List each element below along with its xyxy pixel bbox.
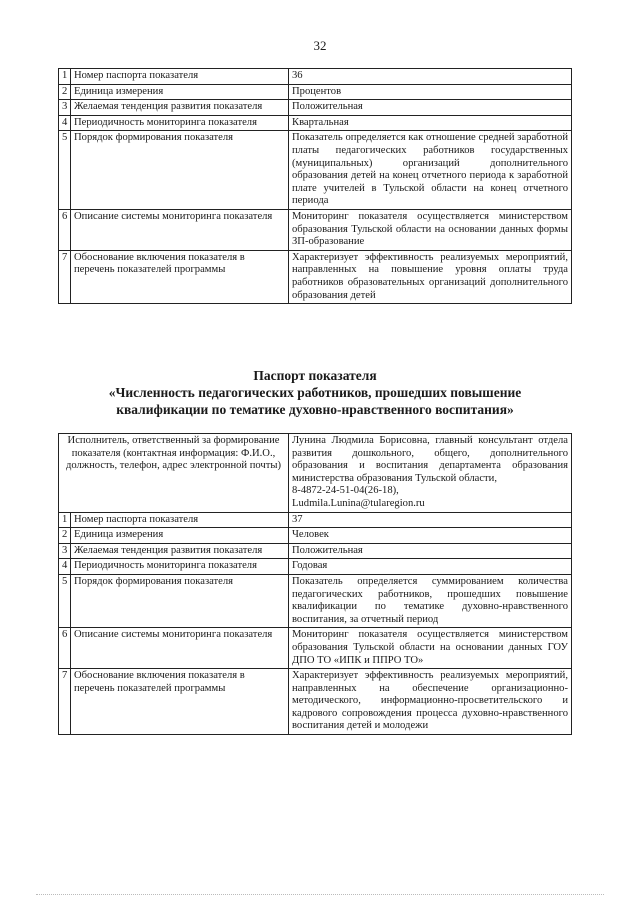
row-label: Порядок формирования показателя: [71, 131, 289, 210]
row-value: Годовая: [289, 559, 572, 575]
row-label: Желаемая тенденция развития показателя: [71, 100, 289, 116]
table-row: [59, 574, 572, 627]
page-number: 32: [313, 38, 327, 53]
row-label: Единица измерения: [71, 84, 289, 100]
row-value: Положительная: [289, 543, 572, 559]
section-title-line: Паспорт показателя: [253, 368, 377, 383]
row-number: 1: [59, 512, 71, 528]
executor-value: [289, 434, 572, 513]
row-number: 3: [59, 100, 71, 116]
row-value: Положительная: [289, 100, 572, 116]
row-number: 6: [59, 209, 71, 250]
row-label: Обоснование включения показателя в перечень показателей программы: [71, 250, 289, 303]
row-label: Описание системы мониторинга показателя: [71, 209, 289, 250]
table-row: [59, 543, 572, 559]
row-number: 5: [59, 574, 71, 627]
row-value: Процентов: [289, 84, 572, 100]
row-value: Характеризует эффективность реализуемых мероприятий, направленных на повышение уровня оплаты труда работников образовательных организаций дополнительного образования детей: [289, 250, 572, 303]
table-row: [59, 131, 572, 210]
row-value: Квартальная: [289, 115, 572, 131]
row-label: Обоснование включения показателя в перечень показателей программы: [71, 669, 289, 735]
row-number: 4: [59, 115, 71, 131]
row-number: 2: [59, 528, 71, 544]
executor-phone: 8-4872-24-51-04(26-18),: [292, 485, 399, 497]
indicator-passport-table-37: [58, 433, 572, 735]
section-title-line: квалификации по тематике духовно-нравственного воспитания»: [116, 402, 514, 417]
row-value: 37: [289, 512, 572, 528]
table-row: [59, 528, 572, 544]
row-value: Мониторинг показателя осуществляется министерством образования Тульской области на основании данных ГОУ ДПО ТО «ИПК и ППРО ТО»: [289, 628, 572, 669]
executor-info: Лунина Людмила Борисовна, главный консультант отдела развития дошкольного, общего, дополнительного образования и воспитания департамента образования министерства образования Тульской области,: [292, 435, 568, 484]
table-row: [59, 250, 572, 303]
row-label: Описание системы мониторинга показателя: [71, 628, 289, 669]
table-row: [59, 100, 572, 116]
table-row: [59, 669, 572, 735]
section-title-line: «Численность педагогических работников, прошедших повышение: [108, 385, 522, 400]
row-label: Номер паспорта показателя: [71, 512, 289, 528]
executor-row: [59, 434, 572, 513]
row-value: Показатель определяется суммированием количества педагогических работников, прошедших повышение квалификации по тематике духовно-нравственного воспитания, за отчетный период: [289, 574, 572, 627]
executor-email: Ludmila.Lunina@tularegion.ru: [292, 497, 425, 509]
row-number: 2: [59, 84, 71, 100]
executor-label: Исполнитель, ответственный за формирование показателя (контактная информация: Ф.И.О., должность, телефон, адрес электронной почты): [59, 434, 289, 513]
indicator-passport-table-36: [58, 68, 572, 304]
table-row: [59, 209, 572, 250]
row-number: 3: [59, 543, 71, 559]
row-label: Периодичность мониторинга показателя: [71, 115, 289, 131]
row-value: Человек: [289, 528, 572, 544]
table-row: [59, 559, 572, 575]
row-number: 4: [59, 559, 71, 575]
row-number: 5: [59, 131, 71, 210]
row-label: Периодичность мониторинга показателя: [71, 559, 289, 575]
table-row: [59, 512, 572, 528]
row-number: 7: [59, 250, 71, 303]
row-number: 7: [59, 669, 71, 735]
section-title: [58, 367, 572, 418]
row-label: Единица измерения: [71, 528, 289, 544]
row-number: 1: [59, 69, 71, 85]
table-row: [59, 115, 572, 131]
page-footer-divider: [36, 894, 604, 895]
row-value: Мониторинг показателя осуществляется министерством образования Тульской области на основании данных формы ЗП-образование: [289, 209, 572, 250]
row-value: Характеризует эффективность реализуемых мероприятий, направленных на обеспечение организационно-методического, информационно-просветительского и кадрового сопровождения процесса духовно-нравственного воспитания детей и молодежи: [289, 669, 572, 735]
row-label: Порядок формирования показателя: [71, 574, 289, 627]
table-row: [59, 84, 572, 100]
row-label: Номер паспорта показателя: [71, 69, 289, 85]
row-label: Желаемая тенденция развития показателя: [71, 543, 289, 559]
table-row: [59, 628, 572, 669]
row-value: 36: [289, 69, 572, 85]
row-number: 6: [59, 628, 71, 669]
table-row: [59, 69, 572, 85]
row-value: Показатель определяется как отношение средней заработной платы педагогических работников государственных (муниципальных) организаций дополнительного образования детей на конец отчетного периода к заработной плате учителей в Тульской области на конец отчетного периода: [289, 131, 572, 210]
